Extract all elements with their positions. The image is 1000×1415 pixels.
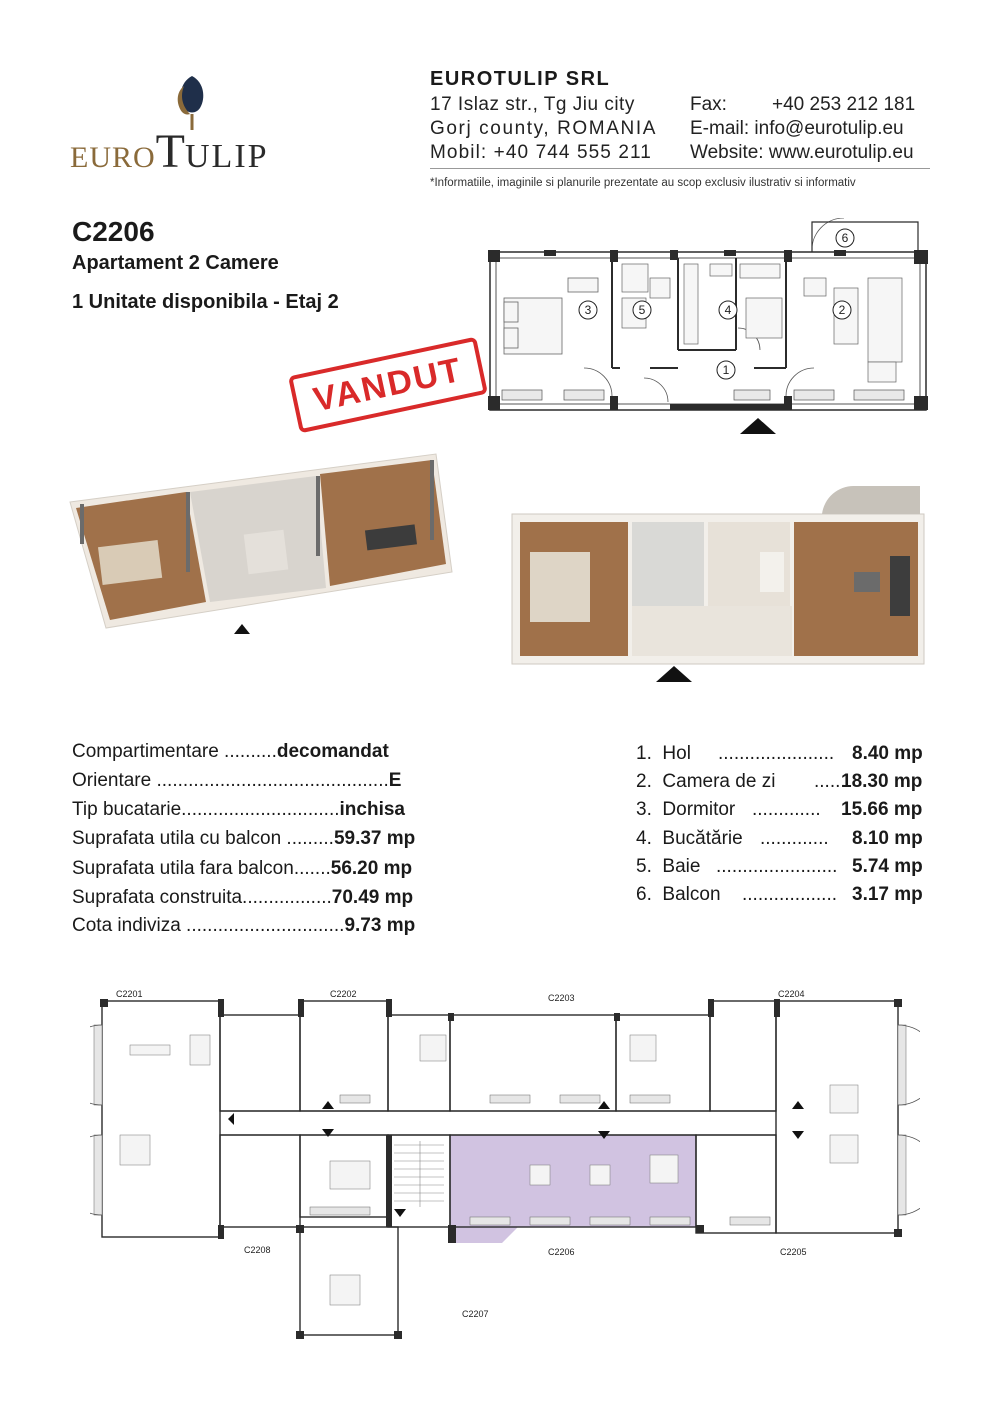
spec-dots: ....... — [293, 858, 331, 879]
spec-label: Compartimentare — [72, 741, 219, 762]
room-num: 2. — [636, 771, 652, 792]
address-line-1: 17 Islaz str., Tg Jiu city — [430, 94, 635, 115]
apartment-floor-plan — [484, 218, 930, 438]
spec-dots: .............................. — [181, 799, 340, 820]
email-label: E-mail: — [690, 118, 750, 139]
room-area: 5.74 mp — [852, 856, 923, 877]
room-row-balcon — [636, 884, 923, 906]
spec-value: 56.20 mp — [330, 858, 413, 879]
logo-euro: EURO — [70, 141, 156, 174]
fax-label: Fax: — [690, 94, 727, 115]
room-label-6: 6 — [841, 231, 849, 245]
room-dots: ...................... — [718, 743, 835, 764]
unit-label-c2204: C2204 — [778, 989, 805, 999]
logo-wordmark — [70, 124, 269, 179]
website-label: Website: — [690, 142, 764, 163]
entrance-arrow-icon — [740, 418, 776, 434]
render-entrance-arrow-icon — [234, 624, 250, 634]
room-num: 3. — [636, 799, 652, 820]
availability: 1 Unitate disponibila - Etaj 2 — [72, 291, 339, 313]
room-dots: ............. — [760, 828, 829, 849]
unit-label-c2205: C2205 — [780, 1247, 807, 1257]
room-area: 18.30 mp — [841, 771, 923, 792]
room-row-dormitor — [636, 799, 923, 821]
spec-dots: ................. — [242, 887, 332, 908]
disclaimer: *Informatiile, imaginile si planurile prezentate au scop exclusiv ilustrativ si informativ — [430, 177, 856, 189]
spec-label: Suprafata construita — [72, 887, 243, 908]
room-area: 8.40 mp — [852, 743, 923, 764]
spec-label: Cota indiviza — [72, 915, 181, 936]
logo-ulip: ULIP — [185, 138, 269, 175]
unit-label-c2208: C2208 — [244, 1245, 271, 1255]
apartment-type: Apartament 2 Camere — [72, 252, 279, 274]
spec-value: 9.73 mp — [344, 915, 416, 936]
room-area: 3.17 mp — [852, 884, 923, 905]
spec-suprafata-fara-balcon — [72, 858, 412, 880]
spec-suprafata-construita — [72, 887, 413, 909]
spec-orientare — [72, 770, 401, 792]
spec-label: Tip bucatarie — [72, 799, 182, 820]
company-logo — [70, 72, 320, 178]
spec-suprafata-cu-balcon — [72, 828, 415, 850]
unit-label-c2201: C2201 — [116, 989, 143, 999]
spec-dots: .............................. — [180, 915, 345, 936]
room-name: Dormitor — [662, 799, 736, 820]
room-name: Baie — [662, 856, 701, 877]
room-label-3: 3 — [584, 303, 592, 317]
email-link[interactable]: info@eurotulip.eu — [754, 118, 904, 139]
room-dots: .................. — [742, 884, 838, 905]
unit-label-c2206: C2206 — [548, 1247, 575, 1257]
spec-compartimentare — [72, 741, 389, 763]
room-dots: ...... — [814, 771, 846, 792]
spec-label: Orientare — [72, 770, 152, 791]
room-row-bucatarie — [636, 828, 923, 850]
mobile-phone: Mobil: +40 744 555 211 — [430, 142, 652, 163]
logo-t: T — [155, 125, 185, 178]
room-label-1: 1 — [722, 363, 730, 377]
room-label-4: 4 — [724, 303, 732, 317]
room-name: Camera de zi — [662, 771, 776, 792]
room-num: 1. — [636, 743, 652, 764]
spec-value: E — [388, 770, 402, 791]
header-divider — [430, 168, 930, 169]
entrance-arrow-icon — [322, 1129, 334, 1137]
entrance-arrow-icon — [394, 1209, 406, 1217]
room-label-2: 2 — [838, 303, 846, 317]
room-area: 8.10 mp — [852, 828, 923, 849]
spec-label: Suprafata utila cu balcon — [72, 828, 282, 849]
room-row-hol — [636, 743, 923, 765]
spec-dots: ......... — [281, 828, 334, 849]
entrance-arrow-icon — [792, 1131, 804, 1139]
spec-dots: ............................................ — [151, 770, 389, 791]
render-top-entrance-arrow-icon — [656, 666, 692, 682]
room-dots: ....................... — [716, 856, 838, 877]
website-link[interactable]: www.eurotulip.eu — [768, 142, 914, 163]
room-num: 6. — [636, 884, 652, 905]
render-3d-angled — [66, 452, 456, 642]
entrance-arrow-icon — [322, 1101, 334, 1109]
spec-tip-bucatarie — [72, 799, 405, 821]
fax-line — [690, 94, 915, 116]
render-3d-top — [510, 486, 930, 686]
company-name: EUROTULIP SRL — [430, 68, 611, 90]
room-name: Hol — [662, 743, 691, 764]
room-num: 4. — [636, 828, 652, 849]
spec-value: decomandat — [276, 741, 389, 762]
apartment-code: C2206 — [72, 216, 155, 247]
building-floor-plan — [90, 985, 920, 1355]
room-dots: ............. — [752, 799, 821, 820]
entrance-arrow-icon — [228, 1113, 234, 1125]
spec-label: Suprafata utila fara balcon — [72, 858, 294, 879]
spec-value: inchisa — [339, 799, 405, 820]
sold-stamp: VANDUT — [288, 337, 488, 434]
room-num: 5. — [636, 856, 652, 877]
entrance-arrow-icon — [792, 1101, 804, 1109]
tulip-logo-icon — [170, 72, 214, 130]
spec-cota-indiviza — [72, 915, 415, 937]
spec-value: 59.37 mp — [333, 828, 416, 849]
website-line — [690, 142, 914, 164]
address-line-2: Gorj county, ROMANIA — [430, 118, 657, 139]
room-name: Bucătărie — [662, 828, 743, 849]
room-row-baie — [636, 856, 923, 878]
spec-value: 70.49 mp — [331, 887, 414, 908]
spec-dots: .......... — [218, 741, 277, 762]
unit-label-c2207: C2207 — [462, 1309, 489, 1319]
fax-value: +40 253 212 181 — [772, 94, 916, 115]
unit-label-c2203: C2203 — [548, 993, 575, 1003]
room-name: Balcon — [662, 884, 721, 905]
unit-label-c2202: C2202 — [330, 989, 357, 999]
email-line — [690, 118, 904, 140]
room-area: 15.66 mp — [841, 799, 923, 820]
room-row-camera-de-zi — [636, 771, 923, 793]
room-label-5: 5 — [638, 303, 646, 317]
